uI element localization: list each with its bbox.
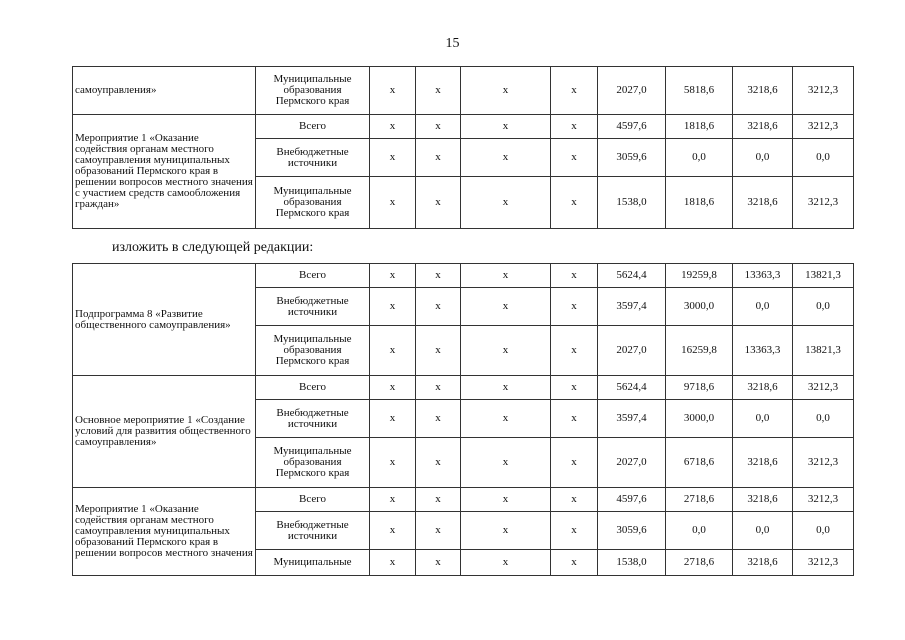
value-cell: 3218,6 bbox=[733, 438, 793, 488]
mark-cell: х bbox=[370, 177, 416, 229]
mark-cell: х bbox=[370, 376, 416, 400]
funding-source-cell: Муниципальные образования Пермского края bbox=[256, 326, 370, 376]
value-cell: 19259,8 bbox=[666, 264, 733, 288]
mark-cell: х bbox=[370, 550, 416, 576]
activity-name-cell: Основное мероприятие 1 «Создание условий для развития общественного самоуправления» bbox=[73, 376, 256, 488]
value-cell: 3218,6 bbox=[733, 550, 793, 576]
mark-cell: х bbox=[551, 488, 598, 512]
mark-cell: х bbox=[551, 139, 598, 177]
mark-cell: х bbox=[461, 264, 551, 288]
funding-source-cell: Всего bbox=[256, 376, 370, 400]
value-cell: 3218,6 bbox=[733, 488, 793, 512]
funding-source-cell: Всего bbox=[256, 115, 370, 139]
mark-cell: х bbox=[416, 488, 461, 512]
mark-cell: х bbox=[461, 139, 551, 177]
value-cell: 3000,0 bbox=[666, 400, 733, 438]
mark-cell: х bbox=[461, 376, 551, 400]
value-cell: 2027,0 bbox=[598, 67, 666, 115]
page-number: 15 bbox=[445, 36, 460, 51]
mark-cell: х bbox=[416, 550, 461, 576]
mark-cell: х bbox=[551, 400, 598, 438]
funding-source-cell: Всего bbox=[256, 264, 370, 288]
value-cell: 3218,6 bbox=[733, 67, 793, 115]
mark-cell: х bbox=[416, 139, 461, 177]
amendment-phrase: изложить в следующей редакции: bbox=[112, 240, 314, 255]
mark-cell: х bbox=[416, 288, 461, 326]
mark-cell: х bbox=[370, 488, 416, 512]
mark-cell: х bbox=[416, 400, 461, 438]
budget-table-old bbox=[72, 66, 854, 229]
value-cell: 0,0 bbox=[793, 400, 854, 438]
value-cell: 2718,6 bbox=[666, 550, 733, 576]
mark-cell: х bbox=[551, 177, 598, 229]
value-cell: 3212,3 bbox=[793, 550, 854, 576]
mark-cell: х bbox=[416, 376, 461, 400]
mark-cell: х bbox=[370, 400, 416, 438]
activity-name-cell: Мероприятие 1 «Оказание содействия органам местного самоуправления муниципальных образований Пермского края в решении вопросов местного значения bbox=[73, 488, 256, 576]
funding-source-cell: Муниципальные образования Пермского края bbox=[256, 177, 370, 229]
value-cell: 2027,0 bbox=[598, 326, 666, 376]
activity-name-cell: самоуправления» bbox=[73, 67, 256, 115]
mark-cell: х bbox=[370, 288, 416, 326]
mark-cell: х bbox=[551, 264, 598, 288]
value-cell: 0,0 bbox=[733, 288, 793, 326]
mark-cell: х bbox=[551, 288, 598, 326]
budget-table-new bbox=[72, 263, 854, 576]
mark-cell: х bbox=[461, 550, 551, 576]
value-cell: 3212,3 bbox=[793, 67, 854, 115]
mark-cell: х bbox=[551, 512, 598, 550]
mark-cell: х bbox=[461, 115, 551, 139]
value-cell: 16259,8 bbox=[666, 326, 733, 376]
mark-cell: х bbox=[461, 67, 551, 115]
value-cell: 6718,6 bbox=[666, 438, 733, 488]
value-cell: 3218,6 bbox=[733, 115, 793, 139]
value-cell: 3212,3 bbox=[793, 488, 854, 512]
mark-cell: х bbox=[370, 139, 416, 177]
mark-cell: х bbox=[370, 115, 416, 139]
value-cell: 0,0 bbox=[793, 139, 854, 177]
value-cell: 1538,0 bbox=[598, 550, 666, 576]
funding-source-cell: Муниципальные bbox=[256, 550, 370, 576]
value-cell: 0,0 bbox=[666, 139, 733, 177]
mark-cell: х bbox=[551, 326, 598, 376]
mark-cell: х bbox=[416, 512, 461, 550]
mark-cell: х bbox=[461, 288, 551, 326]
mark-cell: х bbox=[551, 67, 598, 115]
mark-cell: х bbox=[416, 177, 461, 229]
mark-cell: х bbox=[416, 326, 461, 376]
funding-source-cell: Внебюджетные источники bbox=[256, 400, 370, 438]
value-cell: 3212,3 bbox=[793, 376, 854, 400]
mark-cell: х bbox=[416, 264, 461, 288]
value-cell: 4597,6 bbox=[598, 488, 666, 512]
value-cell: 0,0 bbox=[793, 288, 854, 326]
value-cell: 3059,6 bbox=[598, 512, 666, 550]
value-cell: 13363,3 bbox=[733, 326, 793, 376]
value-cell: 0,0 bbox=[733, 139, 793, 177]
value-cell: 0,0 bbox=[733, 400, 793, 438]
mark-cell: х bbox=[416, 115, 461, 139]
value-cell: 13363,3 bbox=[733, 264, 793, 288]
value-cell: 3218,6 bbox=[733, 376, 793, 400]
value-cell: 13821,3 bbox=[793, 326, 854, 376]
mark-cell: х bbox=[370, 438, 416, 488]
funding-source-cell: Муниципальные образования Пермского края bbox=[256, 438, 370, 488]
value-cell: 4597,6 bbox=[598, 115, 666, 139]
value-cell: 3000,0 bbox=[666, 288, 733, 326]
value-cell: 13821,3 bbox=[793, 264, 854, 288]
table-row bbox=[73, 264, 854, 288]
value-cell: 1818,6 bbox=[666, 115, 733, 139]
value-cell: 2718,6 bbox=[666, 488, 733, 512]
value-cell: 3597,4 bbox=[598, 288, 666, 326]
mark-cell: х bbox=[461, 488, 551, 512]
table-row bbox=[73, 67, 854, 115]
value-cell: 5624,4 bbox=[598, 376, 666, 400]
activity-name-cell: Мероприятие 1 «Оказание содействия органам местного самоуправления муниципальных образований Пермского края в решении вопросов местного значения с участием средств самообложения граждан» bbox=[73, 115, 256, 229]
mark-cell: х bbox=[551, 550, 598, 576]
funding-source-cell: Внебюджетные источники bbox=[256, 512, 370, 550]
mark-cell: х bbox=[461, 400, 551, 438]
value-cell: 3212,3 bbox=[793, 177, 854, 229]
value-cell: 5624,4 bbox=[598, 264, 666, 288]
table-row bbox=[73, 488, 854, 512]
table-row bbox=[73, 376, 854, 400]
mark-cell: х bbox=[416, 438, 461, 488]
mark-cell: х bbox=[461, 438, 551, 488]
mark-cell: х bbox=[461, 326, 551, 376]
funding-source-cell: Всего bbox=[256, 488, 370, 512]
value-cell: 0,0 bbox=[666, 512, 733, 550]
value-cell: 3059,6 bbox=[598, 139, 666, 177]
funding-source-cell: Муниципальные образования Пермского края bbox=[256, 67, 370, 115]
value-cell: 3212,3 bbox=[793, 438, 854, 488]
value-cell: 3218,6 bbox=[733, 177, 793, 229]
mark-cell: х bbox=[551, 115, 598, 139]
mark-cell: х bbox=[551, 376, 598, 400]
mark-cell: х bbox=[370, 326, 416, 376]
mark-cell: х bbox=[461, 512, 551, 550]
value-cell: 1818,6 bbox=[666, 177, 733, 229]
value-cell: 0,0 bbox=[793, 512, 854, 550]
value-cell: 0,0 bbox=[733, 512, 793, 550]
value-cell: 9718,6 bbox=[666, 376, 733, 400]
funding-source-cell: Внебюджетные источники bbox=[256, 139, 370, 177]
value-cell: 3597,4 bbox=[598, 400, 666, 438]
value-cell: 3212,3 bbox=[793, 115, 854, 139]
mark-cell: х bbox=[370, 264, 416, 288]
value-cell: 2027,0 bbox=[598, 438, 666, 488]
value-cell: 5818,6 bbox=[666, 67, 733, 115]
mark-cell: х bbox=[551, 438, 598, 488]
mark-cell: х bbox=[461, 177, 551, 229]
value-cell: 1538,0 bbox=[598, 177, 666, 229]
table-row bbox=[73, 115, 854, 139]
mark-cell: х bbox=[370, 512, 416, 550]
mark-cell: х bbox=[416, 67, 461, 115]
mark-cell: х bbox=[370, 67, 416, 115]
activity-name-cell: Подпрограмма 8 «Развитие общественного самоуправления» bbox=[73, 264, 256, 376]
funding-source-cell: Внебюджетные источники bbox=[256, 288, 370, 326]
